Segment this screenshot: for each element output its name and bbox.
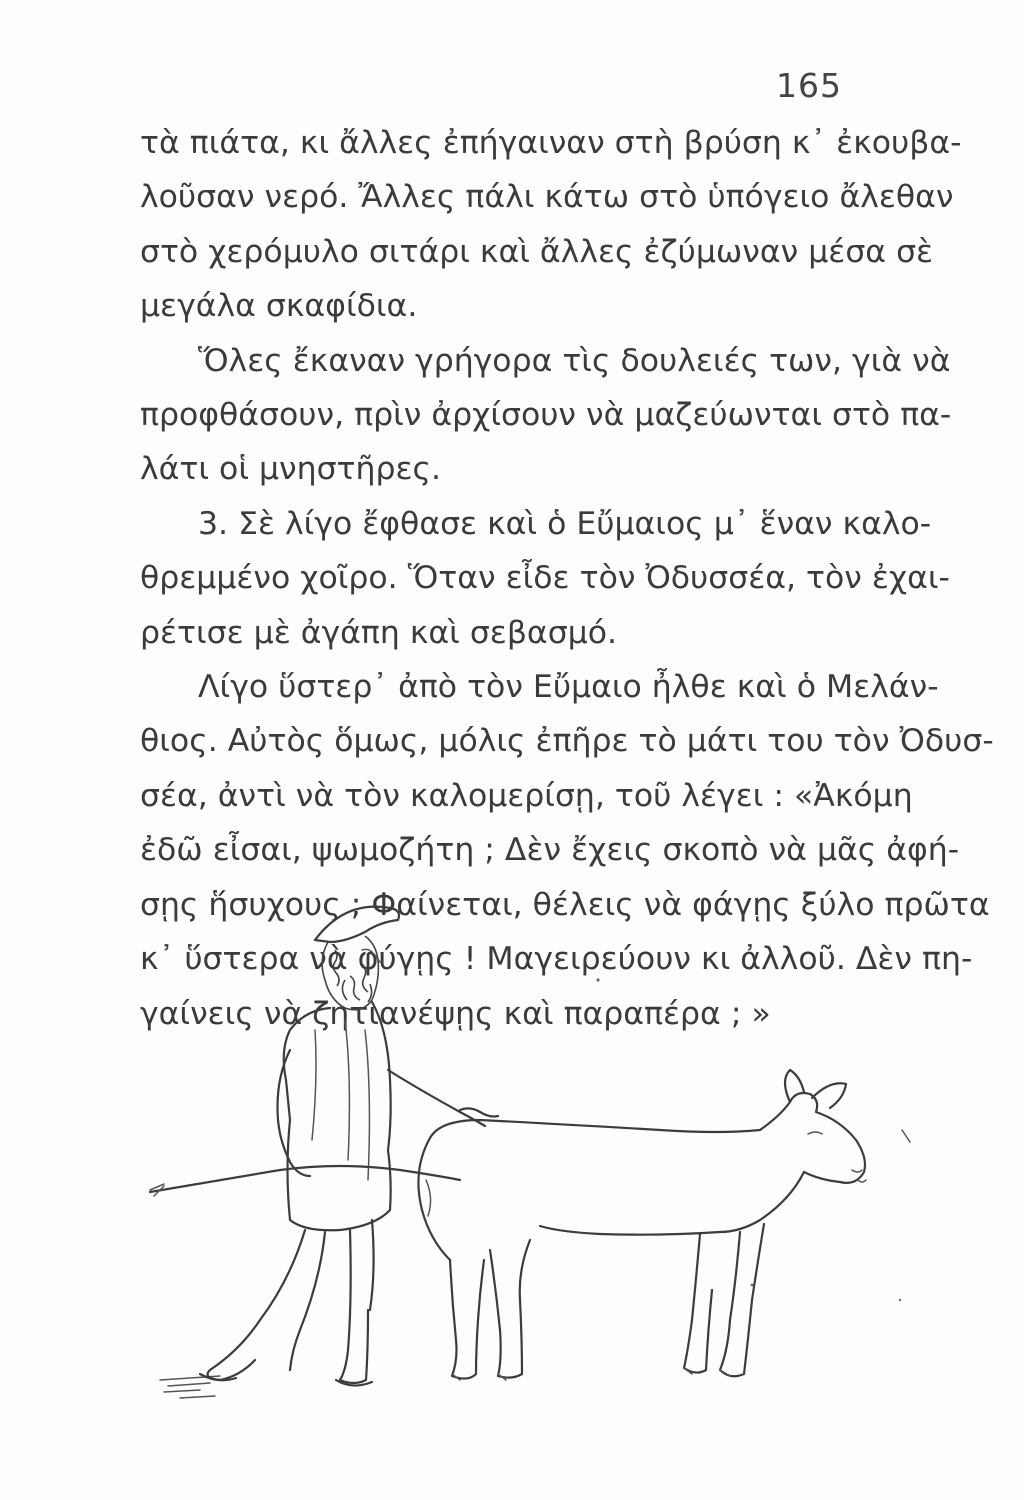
pig-figure bbox=[418, 1070, 866, 1380]
illustration-man-with-pig bbox=[140, 880, 990, 1410]
text-line: σῃς ἥσυχους ; Φαίνεται, θέλεις νὰ φάγῃς ξύλο πρῶτα bbox=[140, 886, 990, 923]
text-line: κ᾽ ὕστερα νὰ φύγῃς ! Μαγειρεύουν κι ἀλλοῦ. Δὲν πη- bbox=[140, 941, 973, 978]
text-line: μεγάλα σκαφίδια. bbox=[140, 288, 418, 325]
paragraph-start-line: Ὅλες ἔκαναν γρήγορα τὶς δουλειές των, γιὰ νὰ bbox=[198, 342, 951, 379]
text-line: θιος. Αὐτὸς ὅμως, μόλις ἐπῆρε τὸ μάτι του τὸν Ὀδυσ- bbox=[140, 723, 994, 760]
text-line: λάτι οἱ μνηστῆρες. bbox=[140, 451, 442, 488]
text-line: ἐδῶ εἶσαι, ψωμοζήτη ; Δὲν ἔχεις σκοπὸ νὰ μᾶς ἀφή- bbox=[140, 832, 960, 869]
page-number: 165 bbox=[776, 66, 842, 105]
paragraph-start-line: Λίγο ὕστερ᾽ ἀπὸ τὸν Εὔμαιο ἦλθε καὶ ὁ Μελάν- bbox=[198, 669, 939, 706]
scan-specks bbox=[596, 978, 910, 1301]
text-line: ρέτισε μὲ ἀγάπη καὶ σεβασμό. bbox=[140, 614, 617, 651]
text-line: τὰ πιάτα, κι ἄλλες ἐπήγαιναν στὴ βρύση κ᾽ ἐκουβα- bbox=[140, 125, 962, 161]
text-line: γαίνεις νὰ ζητιανέψῃς καὶ παραπέρα ; » bbox=[140, 995, 771, 1032]
text-line: στὸ χερόμυλο σιτάρι καὶ ἄλλες ἐζύμωναν μέσα σὲ bbox=[140, 233, 934, 270]
line-drawing bbox=[140, 880, 990, 1410]
text-line: προφθάσουν, πρὶν ἀρχίσουν νὰ μαζεύωνται στὸ πα- bbox=[140, 397, 952, 434]
text-line: σέα, ἀντὶ νὰ τὸν καλομερίσῃ, τοῦ λέγει : «Ἀκόμη bbox=[140, 777, 913, 814]
section-3-start-line: 3. Σὲ λίγο ἔφθασε καὶ ὁ Εὔμαιος μ᾽ ἕναν καλο- bbox=[198, 505, 932, 542]
text-line: θρεμμένο χοῖρο. Ὅταν εἶδε τὸν Ὀδυσσέα, τὸν ἐχαι- bbox=[140, 560, 950, 597]
text-line: λοῦσαν νερό. Ἄλλες πάλι κάτω στὸ ὑπόγειο ἄλεθαν bbox=[140, 179, 954, 216]
man-figure bbox=[150, 907, 498, 1386]
